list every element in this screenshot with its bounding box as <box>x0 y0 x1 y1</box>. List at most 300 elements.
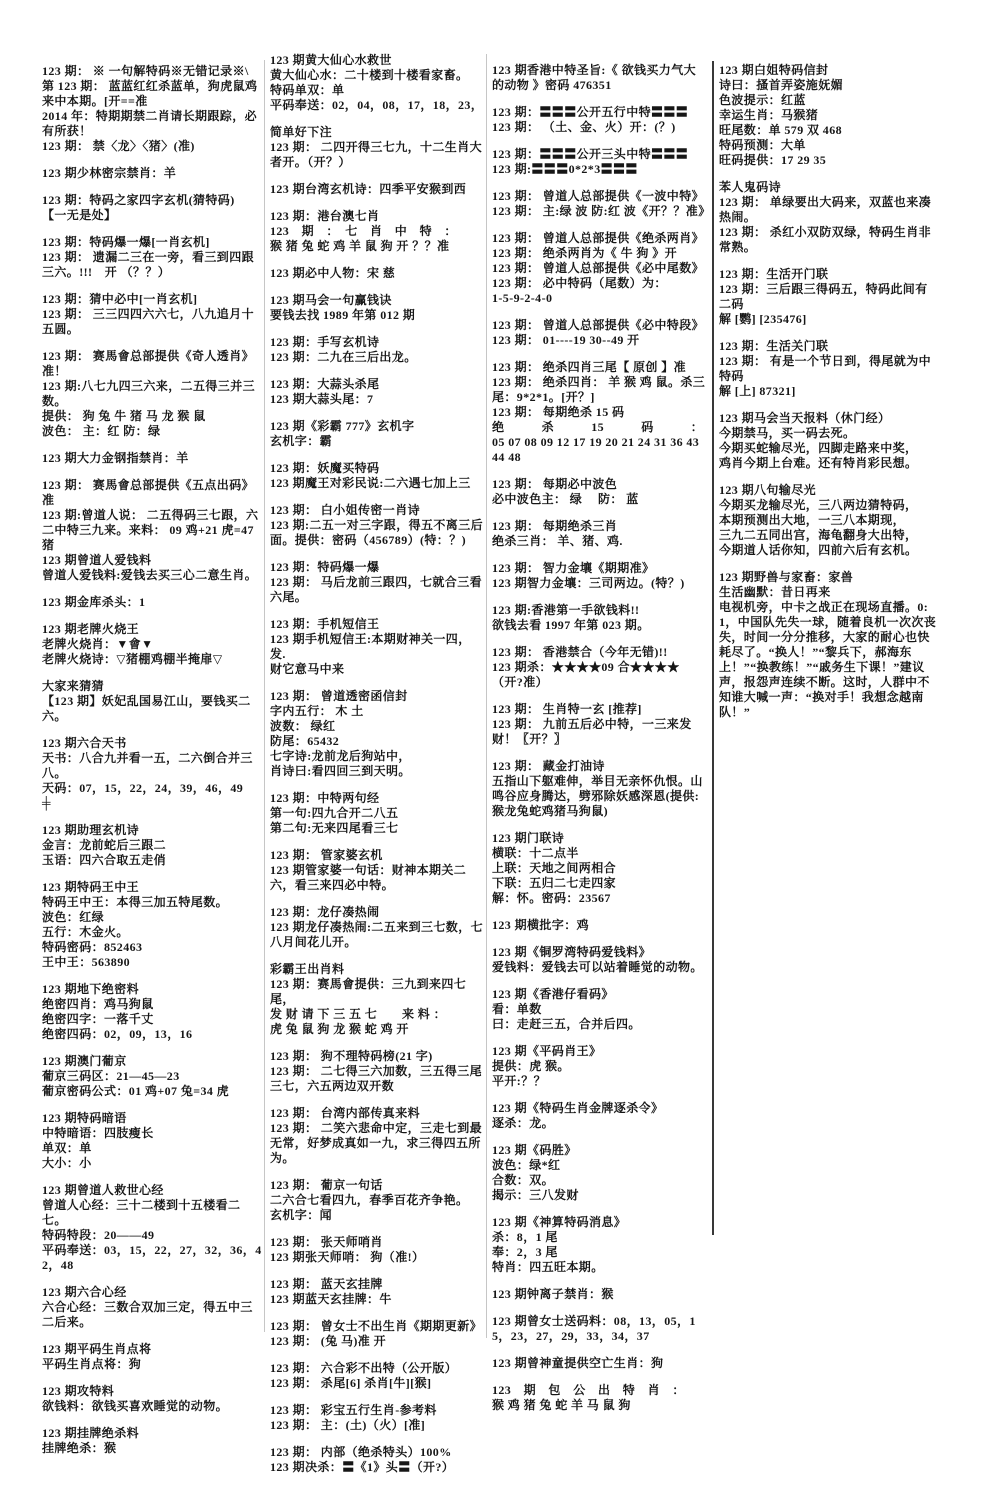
text-line: 123 期： 管家婆玄机 <box>270 848 383 862</box>
text-line: 123 期： 赛馬會总部提供《奇人透肖》准！ <box>42 349 255 378</box>
tip-section <box>270 1277 484 1307</box>
text-line: 123 期： 绝杀四肖： 羊 猴 鸡 鼠。杀三尾：9*2*1。[开？] <box>492 375 706 404</box>
text-line: 幸运生肖：马猴猪 <box>719 108 819 122</box>
tip-section <box>492 645 707 690</box>
tip-section <box>270 1235 484 1265</box>
text-line: 肖诗曰:看四回三到天明。 <box>270 764 411 778</box>
text-line: 123 期曾道人爱钱料 <box>42 553 152 567</box>
text-line: 123 期黄大仙心水救世 <box>270 53 392 67</box>
tip-section <box>719 267 937 327</box>
text-line: 123 期蓝天玄挂牌：牛 <box>270 1292 392 1306</box>
text-line: 今期道人话你知，四前六后有玄机。 <box>719 543 918 557</box>
tip-section <box>719 411 937 471</box>
text-line: 第二句:无来四尾看三七 <box>270 821 399 835</box>
text-line: 123 期： 香港禁合（今年无错)!! <box>492 645 668 659</box>
text-line: 123 期： 杀红小双防双绿，特码生肖非常熟。 <box>719 225 932 254</box>
tip-section <box>492 147 707 177</box>
text-line: 绝杀三肖： 羊、猪、鸡. <box>492 534 623 548</box>
tip-section <box>719 63 937 168</box>
text-line: 鸡肖今期上台难。还有特肖彩民想。 <box>719 456 918 470</box>
tip-section <box>492 1356 707 1371</box>
text-line: 横联：十二点半 <box>492 846 579 860</box>
text-line: 123 期台湾玄机诗：四季平安猴到西 <box>270 182 467 196</box>
tip-section <box>270 293 484 323</box>
tip-section <box>270 848 484 893</box>
tipsheet-column-1 <box>42 64 264 1468</box>
text-line: 123 期：特码爆一爆 <box>270 560 380 574</box>
text-line: 123 期：妖魔买特码 <box>270 461 380 475</box>
text-line: 虎 兔 鼠 狗 龙 猴 蛇 鸡 开 <box>270 1022 409 1036</box>
text-line: 123 期： 曾道透密函信封 <box>270 689 408 703</box>
tip-section <box>42 1183 264 1273</box>
text-line: 123 期： 马后龙前三跟四，七就合三看六尾。 <box>270 575 483 604</box>
text-line: 123 期曾道人救世心经 <box>42 1183 164 1197</box>
text-line: 第一句:四九合开二八五 <box>270 806 399 820</box>
text-line: 123 期必中人物：宋 慈 <box>270 266 396 280</box>
text-line: 葡京密码公式：01 鸡+07 兔=34 虎 <box>42 1084 230 1098</box>
text-line: 123 期： 禁〈龙〉〈猪〉(准) <box>42 139 195 153</box>
text-line: 123 期：猜中必中[一肖玄机] <box>42 292 198 306</box>
column-divider-light-2 <box>486 54 487 1338</box>
text-line: 123 期：三后跟三得码五，特码此间有二码 <box>719 282 928 311</box>
tip-section <box>270 461 484 491</box>
text-line: 123 期智力金壤：三司两边。(特？) <box>492 576 685 590</box>
text-line: 123 期： 绝杀两肖为《 牛 狗 》开 <box>492 246 678 260</box>
tip-section <box>492 831 707 906</box>
text-line: 123 期： 台湾内部传真来料 <box>270 1106 421 1120</box>
text-line: 123 期： 生肖特一玄 [推荐] <box>492 702 642 716</box>
text-line: 曰：走赶三五，合并后四。 <box>492 1017 641 1031</box>
tip-section <box>42 166 264 181</box>
text-line: 123 期龙仔凑热闹:二五来到三七数，七八月间花儿开。 <box>270 920 483 949</box>
text-line: 平码奉送：02，04，08，17，18，23， <box>270 98 484 112</box>
tip-section <box>42 1426 264 1456</box>
tip-section <box>492 1044 707 1089</box>
text-line: 欲钱去看 1997 年第 023 期。 <box>492 618 650 632</box>
text-line: 123 期钟离子禁肖：猴 <box>492 1287 614 1301</box>
text-line: 平开:？？ <box>492 1074 546 1088</box>
text-line: 特码预测：大单 <box>719 138 806 152</box>
tip-section <box>492 1287 707 1302</box>
tip-section <box>42 64 264 154</box>
tip-section <box>270 905 484 950</box>
tip-section <box>270 377 484 407</box>
text-line: 123 期《铜罗湾特码爱钱料》 <box>492 945 652 959</box>
text-line: 123 期：二九在三后出龙。 <box>270 350 417 364</box>
text-line: 123 期白姐特码信封 <box>719 63 829 77</box>
text-line: 123 期： 白小姐传密一肖诗 <box>270 503 421 517</box>
text-line: ╪ <box>42 796 51 810</box>
tip-section <box>270 1361 484 1391</box>
text-line: 解 [鹦] [235476] <box>719 312 807 326</box>
text-line: 诗曰：搔首弄姿施妩媚 <box>719 78 844 92</box>
tip-section <box>42 193 264 223</box>
text-line: 123 期： 有是一个节日到，得尾就为中特码 <box>719 354 932 383</box>
tip-section <box>42 622 264 667</box>
text-line: 绝密四字：一落千丈 <box>42 1012 154 1026</box>
text-line: 平码生肖点将：狗 <box>42 1357 142 1371</box>
text-line: 提供： 狗 兔 牛 猪 马 龙 猴 鼠 <box>42 409 206 423</box>
text-line: 123 期挂牌绝杀料 <box>42 1426 140 1440</box>
text-line: 123 期： 狗不理特码榜(21 字) <box>270 1049 433 1063</box>
tip-section <box>270 617 484 677</box>
tip-section <box>270 209 484 254</box>
text-line: 123 期：赛馬會提供：三九到来四七尾， <box>270 977 467 1006</box>
text-line: 123 期：特码之家四字玄机(猜特码) <box>42 193 235 207</box>
text-line: 123 期攻特料 <box>42 1384 115 1398</box>
text-line: 123 期： 曾道人总部提供《绝杀两肖》 <box>492 231 705 245</box>
text-line: 上联：天地之间两相合 <box>492 861 617 875</box>
text-line: 合数：双。 <box>492 1173 555 1187</box>
text-line: 波色：红绿 <box>42 910 105 924</box>
tip-section <box>270 53 484 113</box>
tip-section <box>42 292 264 337</box>
text-line: 123 期大力金钢指禁肖：羊 <box>42 451 189 465</box>
text-line: 特码王中王：本得三加五特尾数。 <box>42 895 229 909</box>
text-line: 123 期金库杀头：1 <box>42 595 146 609</box>
text-line: 单双：单 <box>42 1141 92 1155</box>
text-line: 防尾：65432 <box>270 734 340 748</box>
text-line: 字内五行： 木 土 <box>270 704 364 718</box>
text-line: 五行：木金火。 <box>42 925 129 939</box>
text-line: 123 期： 二七得三六加数，三五得三尾三七，六五两边双开数 <box>270 1064 483 1093</box>
text-line: 【一无是处】 <box>42 208 117 222</box>
text-line: 123 期《神算特码消息》 <box>492 1215 627 1229</box>
column-divider-dark <box>712 61 714 1235</box>
tip-section <box>492 519 707 549</box>
text-line: 123 期六合心经 <box>42 1285 127 1299</box>
text-line: 解 [上] 87321] <box>719 384 796 398</box>
text-line: 123 期《香港仔看码》 <box>492 987 614 1001</box>
text-line: 天码：07，15，22，24，39，46，49 <box>42 781 244 795</box>
text-line: 123 期:香港第一手欲钱料!! <box>492 603 640 617</box>
tip-section <box>270 1445 484 1475</box>
tipsheet-column-3 <box>492 63 711 1425</box>
text-line: 123 期：生活开门联 <box>719 267 829 281</box>
text-line: 大家来猜猜 <box>42 679 105 693</box>
text-line: 123 期管家婆一句话：财神本期关二六，看三来四必中特。 <box>270 863 467 892</box>
text-line: 123 期:〓〓〓0*2*3〓〓〓 <box>492 162 638 176</box>
text-line: 123 期： 必中特码（尾数）为： <box>492 276 667 290</box>
text-line: 123 期 ： 七 肖 中 特 ： <box>270 224 457 238</box>
tip-section <box>492 918 707 933</box>
tip-section <box>719 339 937 399</box>
text-line: 黄大仙心水：二十楼到十楼看家畜。 <box>270 68 469 82</box>
text-line: 苯人鬼码诗 <box>719 180 782 194</box>
text-line: 123 期：手机短信王 <box>270 617 380 631</box>
text-line: 今期买蛇输尽光，四脚走路来中奖， <box>719 441 918 455</box>
text-line: 123 期特码暗语 <box>42 1111 127 1125</box>
tip-section <box>42 1285 264 1330</box>
tip-section <box>270 266 484 281</box>
text-line: 绝密四码：02，09，13，16 <box>42 1027 193 1041</box>
tip-section <box>42 451 264 466</box>
text-line: 123 期 包 公 出 特 肖 ： <box>492 1383 685 1397</box>
tip-section <box>270 689 484 779</box>
text-line: 123 期《码胜》 <box>492 1143 577 1157</box>
tip-section <box>42 736 264 811</box>
tip-section <box>42 679 264 724</box>
text-line: 绝密四肖：鸡马狗鼠 <box>42 997 154 1011</box>
text-line: 葡京三码区：21—45—23 <box>42 1069 180 1083</box>
text-line: 爱钱料：爱钱去可以站着睡觉的动物。 <box>492 960 703 974</box>
text-line: 123 期： 内部（绝杀特头）100% <box>270 1445 452 1459</box>
text-line: 杀：8，1 尾 <box>492 1230 558 1244</box>
text-line: 123 期：〓〓〓公开三头中特〓〓〓 <box>492 147 689 161</box>
text-line: 挂牌绝杀：猴 <box>42 1441 117 1455</box>
tip-section <box>719 570 937 720</box>
text-line: 123 期： 九前五后必中特，一三来发财！〖开？〗 <box>492 717 692 746</box>
text-line: 123 期： 每期必中波色 <box>492 477 618 491</box>
text-line: 123 期八句输尽光 <box>719 483 817 497</box>
tipsheet-column-2 <box>270 53 484 1487</box>
text-line: 欲钱料：欲钱买喜欢睡觉的动物。 <box>42 1399 229 1413</box>
text-line: 色波提示：红蓝 <box>719 93 806 107</box>
column-divider-light-1 <box>264 60 265 1332</box>
text-line: 123 期： ※ 一句解特码※无错记录※\ <box>42 64 249 78</box>
text-line: 猴 猪 兔 蛇 鸡 羊 鼠 狗 开 ？？准 <box>270 239 450 253</box>
text-line: 特码特段：20——49 <box>42 1228 155 1242</box>
text-line: 今期禁马，买一码去死。 <box>719 426 856 440</box>
tip-section <box>42 823 264 868</box>
tip-section <box>42 235 264 280</box>
tip-section <box>492 477 707 507</box>
text-line: 简单好下注 <box>270 125 333 139</box>
text-line: 波数： 绿红 <box>270 719 336 733</box>
text-line: 123 期老牌火烧王 <box>42 622 140 636</box>
tip-section <box>270 560 484 605</box>
text-line: 123 期曾女士送码料：08，13，05，15，23，27，29，33，34，37 <box>492 1314 696 1343</box>
tip-section <box>42 1342 264 1372</box>
text-line: 玉语：四六合取五走俏 <box>42 853 167 867</box>
tip-section <box>719 180 937 255</box>
tip-section <box>492 231 707 306</box>
text-line: 123 期： 彩宝五行生肖-参考料 <box>270 1403 437 1417</box>
tipsheet-column-4 <box>719 63 937 732</box>
text-line: 解：怀。密码：23567 <box>492 891 611 905</box>
tip-section <box>492 1101 707 1131</box>
text-line: 第 123 期： 蓝蓝红红杀蓝单，狗虎鼠鸡来中本期。[开==准 <box>42 79 258 108</box>
text-line: 必中波色主： 绿 防： 蓝 <box>492 492 639 506</box>
tip-section <box>270 791 484 836</box>
text-line: 揭示：三八发财 <box>492 1188 579 1202</box>
text-line: 六合心经：三数合双加三定，得五中三二后来。 <box>42 1300 253 1329</box>
text-line: 曾道人爱钱料:爱钱去买三心二意生肖。 <box>42 568 258 582</box>
text-line: 123 期：大蒜头杀尾 <box>270 377 380 391</box>
text-line: 123 期： 主:绿 波 防:红 波《开？？准》 <box>492 204 711 218</box>
text-line: 123 期魔王对彩民说:二六遇七加上三 <box>270 476 471 490</box>
text-line: 123 期： 智力金壤《期期准》 <box>492 561 655 575</box>
text-line: 金言：龙前蛇后三跟二 <box>42 838 167 852</box>
text-line: 123 期地下绝密料 <box>42 982 140 996</box>
text-line: 123 期:曾道人说： 二五得码三七跟，六二中特三九来。来料： 09 鸡+21 虎=47 猪 <box>42 508 259 552</box>
text-line: 123 期大蒜头尾：7 <box>270 392 374 406</box>
text-line: 七字诗:龙前龙后狗站中， <box>270 749 411 763</box>
text-line: 大小：小 <box>42 1156 92 1170</box>
tip-section <box>42 478 264 583</box>
text-line: 123 期张天师哨： 狗（准!） <box>270 1250 425 1264</box>
tip-section <box>270 182 484 197</box>
text-line: 玄机字：闻 <box>270 1208 333 1222</box>
text-line: 三九二五同出宫，海龟翻身大出特， <box>719 528 918 542</box>
text-line: 05 07 08 09 12 17 19 20 21 24 31 36 43 44 48 <box>492 435 700 464</box>
text-line: 123 期助理玄机诗 <box>42 823 140 837</box>
text-line: 奉：2，3 尾 <box>492 1245 558 1259</box>
text-line: 提供：虎 猴。 <box>492 1059 570 1073</box>
text-line: 123 期： 蓝天玄挂牌 <box>270 1277 383 1291</box>
text-line: 2014 年：特期期禁二肖请长期跟踪，必有所获！ <box>42 109 258 138</box>
text-line: 王中王：563890 <box>42 955 131 969</box>
text-line: 二六合七看四九，春季百花齐争艳。 <box>270 1193 469 1207</box>
text-line: 123 期门联诗 <box>492 831 565 845</box>
text-line: 123 期： 六合彩不出特（公开版） <box>270 1361 458 1375</box>
text-line: 财它意马中来 <box>270 662 345 676</box>
tip-section <box>270 503 484 548</box>
text-line: 123 期： 葡京一句话 <box>270 1178 383 1192</box>
text-line: 123 期马会当天报料（休门经） <box>719 411 891 425</box>
tip-section <box>492 945 707 975</box>
text-line: 特码密码：852463 <box>42 940 143 954</box>
text-line: 【123 期】妖妃乱国易江山，要钱买二六。 <box>42 694 251 723</box>
tip-section <box>270 125 484 170</box>
text-line: 123 期:二五一对三字跟，得五不离三后面。提供：密码（456789）(特：？) <box>270 518 483 547</box>
text-line: 本期预测出大地，一三八本期现， <box>719 513 906 527</box>
text-line: 逐杀：龙。 <box>492 1116 555 1130</box>
tip-section <box>42 1111 264 1171</box>
text-line: 123 期： 曾道人总部提供《必中尾数》 <box>492 261 705 275</box>
text-line: 123 期澳门葡京 <box>42 1054 127 1068</box>
text-line: 玄机字：霸 <box>270 434 333 448</box>
text-line: 123 期马会一句赢钱诀 <box>270 293 392 307</box>
tip-section <box>492 189 711 219</box>
text-line: 发 财 请 下 三 五 七 来 料 ： <box>270 1007 447 1021</box>
text-line: 特肖：四五旺本期。 <box>492 1260 604 1274</box>
tip-section <box>492 759 707 819</box>
text-line: 123 期六合天书 <box>42 736 127 750</box>
tip-section <box>270 1319 484 1349</box>
text-line: 123 期：生活关门联 <box>719 339 829 353</box>
tip-section <box>42 1384 264 1414</box>
text-line: 旺码提供：17 29 35 <box>719 153 827 167</box>
text-line: 123 期：港台澳七肖 <box>270 209 380 223</box>
tip-section <box>492 603 707 633</box>
tip-section <box>492 318 707 348</box>
tip-section <box>270 1178 484 1223</box>
text-line: 曾道人心经：三十二楼到十五楼看二七。 <box>42 1198 241 1227</box>
text-line: 中特暗语：四肢瘦长 <box>42 1126 154 1140</box>
tip-section <box>42 880 264 970</box>
text-line: 123 期： 每期绝杀三肖 <box>492 519 618 533</box>
text-line: 老牌火烧肖：▼會▼ <box>42 637 154 651</box>
text-line: 123 期手机短信王:本期财神关一四，发. <box>270 632 471 661</box>
text-line: 123 期： 绝杀四肖三尾【 原创 】准 <box>492 360 687 374</box>
text-line: 123 期曾神童提供空亡生肖：狗 <box>492 1356 664 1370</box>
text-line: 123 期： 主：(土)（火）[准] <box>270 1418 426 1432</box>
tip-section <box>492 105 707 135</box>
text-line: 123 期： 曾道人总部提供《必中特段》 <box>492 318 705 332</box>
tip-section <box>270 335 484 365</box>
text-line: 123 期少林密宗禁肖：羊 <box>42 166 177 180</box>
text-line: 123 期： 杀尾[6] 杀肖[牛][猴] <box>270 1376 432 1390</box>
text-line: 123 期特码王中王 <box>42 880 140 894</box>
text-line: 旺尾数：单 579 双 468 <box>719 123 843 137</box>
tip-section <box>492 1143 707 1203</box>
tip-section <box>270 1106 484 1166</box>
text-line: 123 期： 张天师哨肖 <box>270 1235 383 1249</box>
text-line: 123 期香港中特圣旨:《 欲钱买力气大的动物 》密码 476351 <box>492 63 696 92</box>
text-line: 彩霸王出肖料 <box>270 962 345 976</box>
tip-section <box>492 360 707 465</box>
tip-section <box>492 1314 707 1344</box>
text-line: 123 期横批字：鸡 <box>492 918 590 932</box>
tip-section <box>492 561 707 591</box>
text-line: 123 期《彩霸 777》玄机字 <box>270 419 415 433</box>
text-line: 123 期： （土、金、火）开：(？) <box>492 120 676 134</box>
text-line: 123 期：〓〓〓公开五行中特〓〓〓 <box>492 105 689 119</box>
text-line: 123 期： 赛馬會总部提供《五点出码》准 <box>42 478 255 507</box>
text-line: 123 期： 01----19 30--49 开 <box>492 333 640 347</box>
text-line: 五指山下躯难伸，举目无亲怀仇恨。山鸣谷应身腾达，劈邪除妖感深恩(提供:猴龙兔蛇鸡猪马狗鼠) <box>492 774 703 818</box>
text-line: 123 期： 二笑六悲命中定，三走七到最无常，好梦成真如一九，求三得四五所为。 <box>270 1121 483 1165</box>
text-line: 123 期：中特两句经 <box>270 791 380 805</box>
text-line: 123 期： 藏金打油诗 <box>492 759 605 773</box>
text-line: 123 期： 曾女士不出生肖《期期更新》 <box>270 1319 483 1333</box>
text-line: 123 期： 遗漏二三在一旁，看三到四跟三六。!!! 开 （？？） <box>42 250 255 279</box>
tip-section <box>42 595 264 610</box>
text-line: 123 期《平码肖王》 <box>492 1044 602 1058</box>
text-line: 123 期:八七九四三六来，二五得三并三数。 <box>42 379 255 408</box>
tip-section <box>270 962 484 1037</box>
tip-section <box>492 63 707 93</box>
tip-section <box>42 1054 264 1099</box>
tip-section <box>492 702 707 747</box>
text-line: 波色： 主：红 防：绿 <box>42 424 161 438</box>
text-line: 123 期：特码爆一爆[一肖玄机] <box>42 235 210 249</box>
text-line: 123 期： (兔 马)准 开 <box>270 1334 386 1348</box>
text-line: 123 期： 曾道人总部提供《一波中特》 <box>492 189 705 203</box>
text-line: 123 期： 三三四四六六七，八九追月十五圆。 <box>42 307 255 336</box>
text-line: 123 期决杀：〓《1》头〓（开?） <box>270 1460 455 1474</box>
text-line: 123 期： 单绿要出大码来，双蓝也来凑热闹。 <box>719 195 932 224</box>
text-line: 123 期野兽与家畜：家兽 <box>719 570 854 584</box>
text-line: 特码单双：单 <box>270 83 345 97</box>
text-line: 123 期：手写玄机诗 <box>270 335 380 349</box>
text-line: 天书：八合九并看一五，二六倒合并三八。 <box>42 751 253 780</box>
tip-section <box>270 1049 484 1094</box>
text-line: 绝 杀 15 码 ： <box>492 420 704 434</box>
text-line: 1-5-9-2-4-0 <box>492 291 553 305</box>
text-line: 波色：绿*红 <box>492 1158 561 1172</box>
tip-section <box>492 987 707 1032</box>
text-line: 123 期： 每期绝杀 15 码 <box>492 405 625 419</box>
text-line: 生活幽默：昔日再来 <box>719 585 831 599</box>
tip-section <box>270 419 484 449</box>
text-line: 123 期《特码生肖金牌逐杀令》 <box>492 1101 664 1115</box>
text-line: 看：单数 <box>492 1002 542 1016</box>
text-line: 要钱去找 1989 年第 012 期 <box>270 308 416 322</box>
tip-section <box>270 1403 484 1433</box>
tip-section <box>719 483 937 558</box>
text-line: 电视机旁，中卡之战正在现场直播。0:1，中国队先失一球，随着良机一次次丧失，时间一分分推移，大家的耐心也快耗尽了。“换人！”“黎兵下，郝海东上！”“换教练！”“戚务生下课！”建议声，报怨声连续不断。这时，人群中不知谁大喊一声：“换对手！我想念越南队！” <box>719 600 937 719</box>
text-line: 下联：五归二七走四家 <box>492 876 617 890</box>
tip-section <box>42 982 264 1042</box>
text-line: 123 期： 二四开得三七九，十二生肖大者开。（开？） <box>270 140 483 169</box>
tip-section <box>492 1215 707 1275</box>
text-line: 平码奉送：03，15，22，27，32，36，42，48 <box>42 1243 262 1272</box>
text-line: 123 期平码生肖点将 <box>42 1342 152 1356</box>
tip-section <box>42 349 264 439</box>
text-line: 老牌火烧诗：▽猪棚鸡棚半掩扉▽ <box>42 652 223 666</box>
